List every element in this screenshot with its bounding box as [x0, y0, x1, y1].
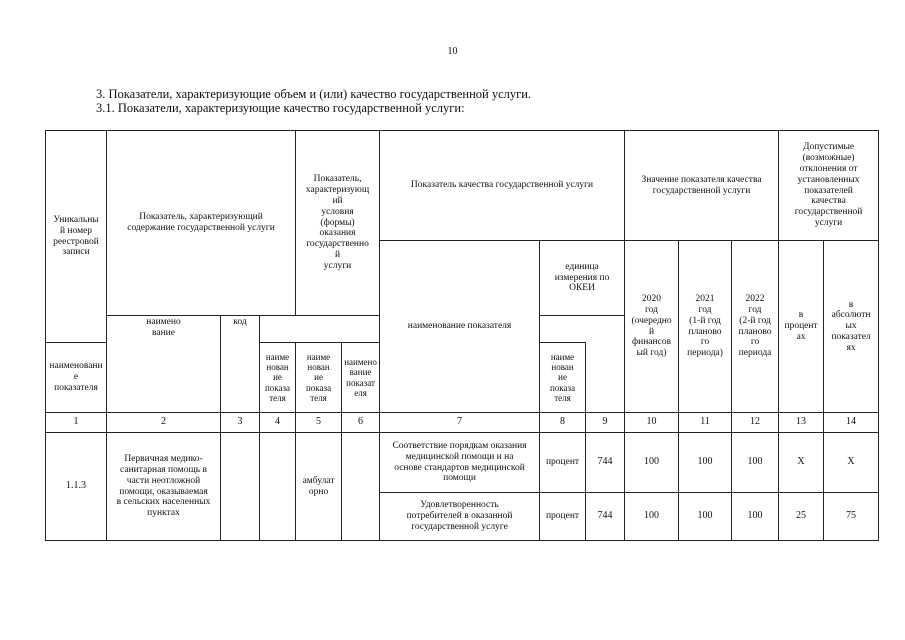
column-number: 4 [260, 413, 296, 433]
header-conditions-group: Показатель, характеризующ ий условия (формы) оказания государственно й услуги [296, 131, 380, 316]
column-number: 12 [732, 413, 779, 433]
header-year-2022: 2022 год (2-й год планово го периода [732, 241, 779, 413]
indicator-code: 744 [586, 493, 625, 541]
indicator-name: Соответствие порядкам оказания медицинской помощи и на основе стандартов медицинской помощи [380, 433, 540, 493]
header-quality-group: Показатель качества государственной услуги [380, 131, 625, 241]
quality-indicators-table [45, 130, 879, 541]
indicator-deviation-percent: X [779, 433, 824, 493]
record-empty-cell [221, 433, 260, 541]
header-deviation-group: Допустимые (возможные) отклонения от установленных показателей качества государственной услуги [779, 131, 879, 241]
header-content-name: наименование показателя [46, 343, 107, 413]
header-content-sub-2: наиме нован ие показа теля [260, 343, 296, 413]
header-deviation-percent: в процент ах [779, 241, 824, 413]
indicator-value-2022: 100 [732, 493, 779, 541]
record-condition: амбулат орно [296, 433, 342, 541]
column-number: 8 [540, 413, 586, 433]
header-content-group: Показатель, характеризующий содержание государственной услуги [107, 131, 296, 316]
column-number: 11 [679, 413, 732, 433]
header-year-2020: 2020 год (очередно й финансов ый год) [625, 241, 679, 413]
column-number: 9 [586, 413, 625, 433]
indicator-value-2020: 100 [625, 493, 679, 541]
header-condition-sub-2: наиме нован ие показа теля [540, 343, 586, 413]
page-number: 10 [447, 46, 458, 57]
indicator-name: Удовлетворенность потребителей в оказанной государственной услуге [380, 493, 540, 541]
column-number: 13 [779, 413, 824, 433]
header-registry-number: Уникальны й номер реестровой записи [46, 131, 107, 343]
header-content-sub-3: наиме нован ие показа теля [296, 343, 342, 413]
header-deviation-absolute: в абсолютн ых показател ях [824, 241, 879, 413]
indicator-deviation-absolute: 75 [824, 493, 879, 541]
header-unit-name: наимено вание [107, 316, 221, 413]
column-number: 3 [221, 413, 260, 433]
header-unit-group: единица измерения по ОКЕИ [540, 241, 625, 316]
indicator-unit: процент [540, 433, 586, 493]
header-condition-sub-1: наимено вание показат еля [342, 343, 380, 413]
indicator-deviation-absolute: X [824, 433, 879, 493]
header-value-group: Значение показателя качества государственной услуги [625, 131, 779, 241]
column-number: 10 [625, 413, 679, 433]
indicator-code: 744 [586, 433, 625, 493]
header-unit-code: код [221, 316, 260, 413]
indicator-value-2021: 100 [679, 493, 732, 541]
indicator-value-2022: 100 [732, 433, 779, 493]
record-description: Первичная медико- санитарная помощь в части неотложной помощи, оказываемая в сельских населенных пунктах [107, 433, 221, 541]
column-number: 14 [824, 413, 879, 433]
table-row [46, 433, 879, 493]
indicator-value-2020: 100 [625, 433, 679, 493]
header-row-top [46, 131, 879, 241]
record-empty-cell [342, 433, 380, 541]
indicator-unit: процент [540, 493, 586, 541]
column-number: 5 [296, 413, 342, 433]
subsection-heading: 3.1. Показатели, характеризующие качество государственной услуги: [96, 101, 465, 115]
record-empty-cell [260, 433, 296, 541]
record-code: 1.1.3 [46, 433, 107, 541]
column-number: 7 [380, 413, 540, 433]
column-number: 2 [107, 413, 221, 433]
header-indicator-name: наименование показателя [380, 241, 540, 413]
column-numbers-row [46, 413, 879, 433]
column-number: 1 [46, 413, 107, 433]
indicator-value-2021: 100 [679, 433, 732, 493]
header-year-2021: 2021 год (1-й год планово го периода) [679, 241, 732, 413]
section-heading: 3. Показатели, характеризующие объем и (или) качество государственной услуги. [96, 87, 532, 101]
column-number: 6 [342, 413, 380, 433]
indicator-deviation-percent: 25 [779, 493, 824, 541]
